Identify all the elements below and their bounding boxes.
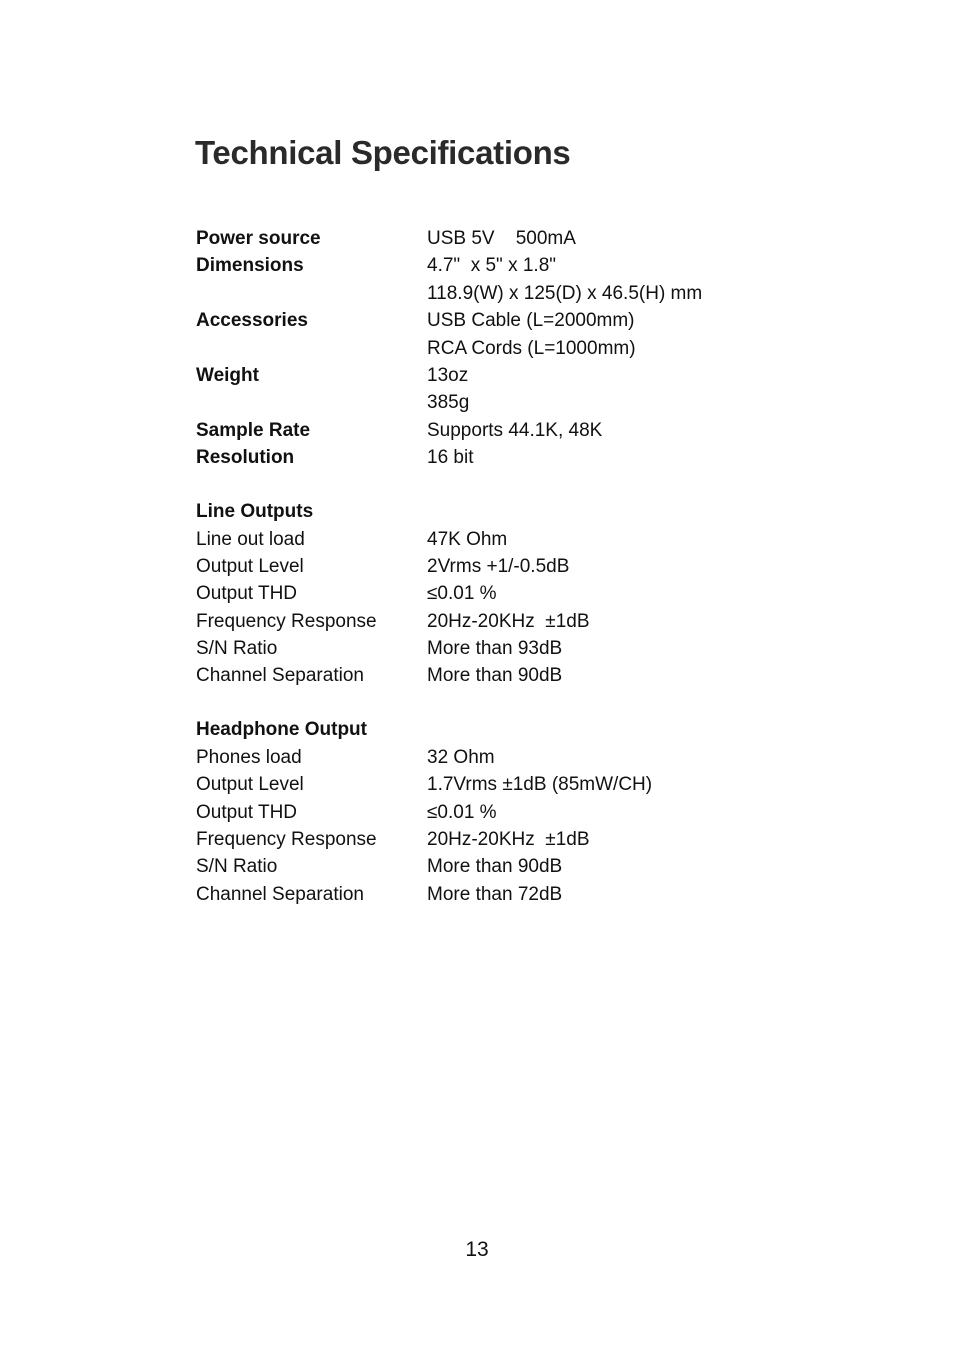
spec-label: Weight: [196, 364, 259, 386]
spec-list: [196, 225, 816, 908]
spec-value: ≤0.01 %: [427, 583, 497, 605]
spec-value: 118.9(W) x 125(D) x 46.5(H) mm: [427, 282, 703, 304]
spec-value: USB 5V 500mA: [427, 228, 576, 249]
spec-label: Phones load: [196, 746, 302, 768]
spec-value: 1.7Vrms ±1dB (85mW/CH): [427, 774, 653, 796]
spec-value: 20Hz-20KHz ±1dB: [427, 610, 590, 632]
section-heading: Line Outputs: [196, 501, 314, 523]
spec-label: Frequency Response: [196, 829, 377, 850]
section-heading: Headphone Output: [196, 719, 367, 741]
spec-value: 4.7" x 5" x 1.8": [427, 255, 557, 277]
spec-row-line-out-load: [196, 526, 816, 553]
spec-row-weight-grams: [196, 389, 816, 416]
spec-row-accessories: [196, 307, 816, 334]
spec-label: Output THD: [196, 801, 298, 823]
spec-label: S/N Ratio: [196, 638, 278, 660]
spec-label: Resolution: [196, 447, 295, 469]
spec-value: ≤0.01 %: [427, 801, 497, 823]
spec-row-phones-output-thd: [196, 799, 816, 826]
spec-label: Frequency Response: [196, 610, 377, 632]
spec-value: Supports 44.1K, 48K: [427, 419, 603, 441]
spec-value: More than 90dB: [427, 856, 563, 878]
spec-row-line-frequency-response: [196, 608, 816, 635]
spec-value: 32 Ohm: [427, 746, 495, 768]
section-heading-headphone-output: [196, 716, 816, 743]
spec-row-accessories-rca: [196, 335, 816, 362]
spec-value: More than 93dB: [427, 638, 563, 660]
spec-value: RCA Cords (L=1000mm): [427, 337, 636, 359]
spec-row-phones-channel-separation: [196, 881, 816, 908]
spec-row-weight: [196, 362, 816, 389]
spec-value: 2Vrms +1/-0.5dB: [427, 555, 570, 577]
section-spacer: [196, 472, 816, 499]
spec-value: 16 bit: [427, 447, 474, 469]
page-number: 13: [465, 1238, 489, 1261]
spec-value: More than 72dB: [427, 883, 563, 905]
spec-row-phones-frequency-response: [196, 826, 816, 853]
spec-label: Channel Separation: [196, 665, 364, 687]
spec-label: Dimensions: [196, 255, 304, 277]
spec-row-sample-rate: [196, 417, 816, 444]
spec-row-dimensions-metric: [196, 280, 816, 307]
page-title: Technical Specifications: [195, 134, 571, 171]
spec-value: 13oz: [427, 364, 469, 386]
spec-label: Output Level: [196, 774, 304, 796]
spec-label: Sample Rate: [196, 419, 311, 441]
spec-row-line-output-level: [196, 553, 816, 580]
spec-value: 20Hz-20KHz ±1dB: [427, 829, 590, 850]
spec-row-phones-sn-ratio: [196, 853, 816, 880]
spec-row-line-channel-separation: [196, 662, 816, 689]
spec-row-dimensions: [196, 252, 816, 279]
spec-value: USB Cable (L=2000mm): [427, 310, 635, 332]
spec-label: Output THD: [196, 583, 298, 605]
spec-label: S/N Ratio: [196, 856, 278, 878]
spec-label: Power source: [196, 228, 321, 249]
spec-label: [196, 389, 427, 416]
spec-value: 385g: [427, 392, 470, 414]
spec-label: Channel Separation: [196, 883, 364, 905]
spec-value: More than 90dB: [427, 665, 563, 687]
spec-row-resolution: [196, 444, 816, 471]
spec-label: [196, 280, 427, 307]
spec-row-power-source: [196, 225, 816, 252]
spec-row-phones-load: [196, 744, 816, 771]
spec-label: Output Level: [196, 555, 304, 577]
spec-row-line-output-thd: [196, 580, 816, 607]
spec-label: Line out load: [196, 528, 305, 550]
spec-label: Accessories: [196, 310, 308, 332]
spec-row-line-sn-ratio: [196, 635, 816, 662]
section-spacer: [196, 690, 816, 717]
spec-row-phones-output-level: [196, 771, 816, 798]
spec-label: [196, 335, 427, 362]
section-heading-line-outputs: [196, 498, 816, 525]
spec-value: 47K Ohm: [427, 528, 508, 550]
